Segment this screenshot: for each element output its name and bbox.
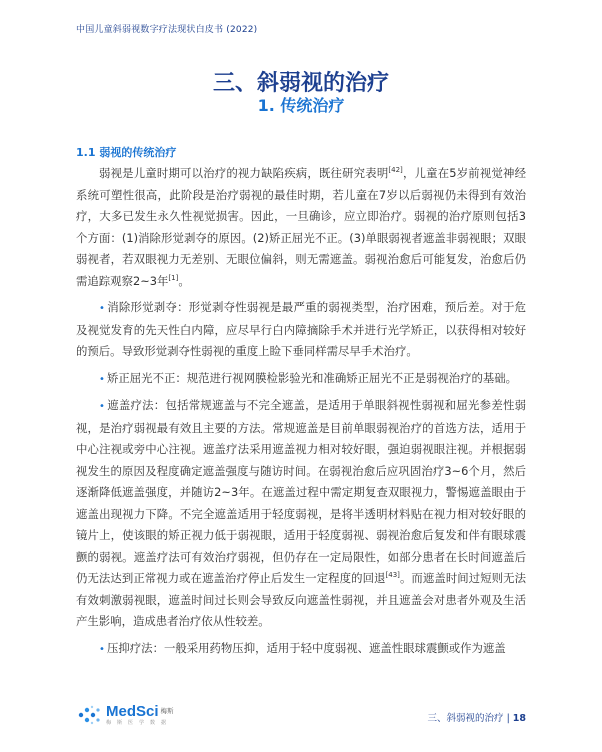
bullet-icon: •: [99, 303, 105, 314]
bullet-paragraph-refraction: [76, 368, 526, 391]
chapter-title: 三、斜弱视的治疗: [212, 71, 389, 96]
text-span: 遮盖疗法：包括常规遮盖与不完全遮盖，是适用于单眼斜视性弱视和屈光参差性弱视，是治疗弱视最有效且主要的方法。常规遮盖是目前单眼弱视治疗的首选方法，适用于中心注视或旁中心注视。遮盖疗法采用遮盖视力相对较好眼，强迫弱视眼注视。并根据弱视发生的原因及程度确定遮盖强度与随访时间。在弱视治愈后应巩固治疗3~6个月，然后逐渐降低遮盖强度，并随访2~3年。在遮盖过程中需定期复查双眼视力，警惕遮盖眼由于遮盖出现视力下降。不完全遮盖适用于轻度弱视，是将半透明材料贴在视力相对较好眼的镜片上，使该眼的矫正视力低于弱视眼，适用于轻度弱视、弱视治愈后复发和伴有眼球震颤的弱视。遮盖疗法可有效治疗弱视，但仍存在一定局限性，如部分患者在长时间遮盖后仍无法达到正常视力或在遮盖治疗停止后发生一定程度的回退: [76, 398, 526, 585]
bullet-icon: •: [99, 401, 105, 412]
page-number: 18: [512, 713, 526, 724]
logo-tagline: 梅 斯 医 学 数 据: [106, 719, 169, 726]
logo-name: MedSci: [106, 702, 159, 720]
medsci-logo: [76, 704, 174, 726]
text-span: 。而遮盖时间过短则无法有效刺激弱视眼，遮盖时间过长则会导致反向遮盖性弱视，并且遮盖会对患者外观及生活产生影响，造成患者治疗依从性较差。: [76, 571, 526, 628]
bullet-paragraph-deprivation: [76, 297, 526, 363]
text-span: 压抑疗法：一般采用药物压抑，适用于轻中度弱视、遮盖性眼球震颤或作为遮盖: [107, 640, 506, 655]
running-header: 中国儿童斜弱视数字疗法现状白皮书 (2022): [76, 25, 258, 35]
section-title: 1. 传统治疗: [257, 96, 345, 115]
footer-chapter: 三、斜弱视的治疗: [427, 713, 504, 724]
citation: [1]: [168, 273, 179, 282]
page-footer: [428, 710, 526, 724]
bullet-paragraph-occlusion: [76, 395, 526, 633]
citation: [42]: [388, 166, 403, 175]
citation: [43]: [385, 571, 400, 580]
footer-separator: |: [506, 713, 510, 724]
bullet-paragraph-penalization: [76, 638, 526, 661]
subsection-heading: 1.1 弱视的传统治疗: [76, 146, 177, 159]
text-span: 消除形觉剥夺：形觉剥夺性弱视是最严重的弱视类型，治疗困难，预后差。对于危及视觉发育的先天性白内障，应尽早行白内障摘除手术并进行光学矫正，以获得相对较好的预后。导致形觉剥夺性弱视的重度上睑下垂同样需尽早手术治疗。: [76, 300, 526, 358]
logo-cn: 梅斯: [160, 707, 174, 715]
text-span: 弱视是儿童时期可以治疗的视力缺陷疾病，既往研究表明: [99, 166, 389, 180]
body-text: [76, 163, 526, 665]
text-span: ，儿童在5岁前视觉神经系统可塑性很高，此阶段是治疗弱视的最佳时期，若儿童在7岁以后弱视仍未得到有效治疗，大多已发生永久性视觉损害。因此，一旦确诊，应立即治疗。弱视的治疗原则包括3个方面：(1)消除形觉剥夺的原因。(2)矫正屈光不正。(3)单眼弱视者遮盖非弱视眼；双眼弱视者，若双眼视力无差别、无眼位偏斜，则无需遮盖。弱视治愈后可能复发，治愈后仍需追踪观察2~3年: [76, 166, 526, 288]
bullet-icon: •: [99, 643, 105, 655]
paragraph-intro: [76, 163, 526, 292]
bullet-icon: •: [99, 373, 105, 385]
text-span: 。: [178, 273, 190, 288]
medsci-logo-icon: [76, 705, 102, 725]
text-span: 矫正屈光不正：规范进行视网膜检影验光和准确矫正屈光不正是弱视治疗的基础。: [107, 370, 518, 385]
